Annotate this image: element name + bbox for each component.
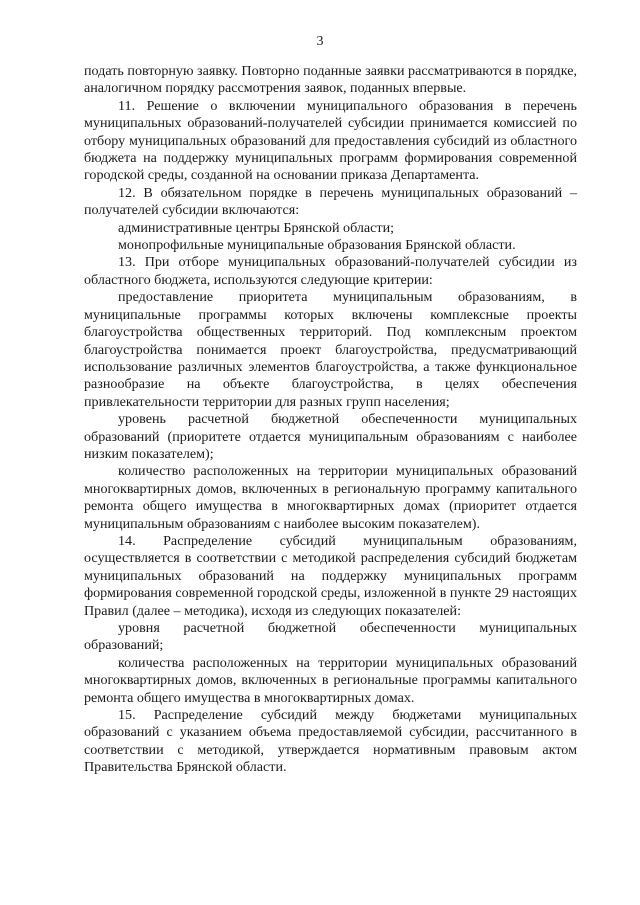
paragraph-12: 12. В обязательном порядке в перечень муниципальных образований – получателей субсидии включаются: (84, 184, 577, 219)
criterion-budget-level: уровень расчетной бюджетной обеспеченности муниципальных образований (приоритете отдается муниципальным образованиям с наиболее низким показателем); (84, 411, 577, 462)
list-item-administrative-centers: административные центры Брянской области; (118, 219, 395, 236)
indicator-apartment-buildings: количества расположенных на территории муниципальных образований многоквартирных домов, включенных в региональные программы капитального ремонта общего имущества в многоквартирных домах. (84, 654, 577, 706)
criterion-priority: предоставление приоритета муниципальным образованиям, в муниципальные программы которых включены комплексные проекты благоустройства общественных территорий. Под комплексным проектом благоустройства понимается проект благоустройства, предусматривающий использование различных элементов благоустройства, а также функциональное разнообразие на объекте благоустройства, в целях обеспечения привлекательности территории для разных групп населения; (84, 289, 577, 410)
paragraph-11: 11. Решение о включении муниципального образования в перечень муниципальных образований-получателей субсидии принимается комиссией по отбору муниципальных образований для предоставления субсидий из областного бюджета на поддержку муниципальных программ формирования современной городской среды, созданной на основании приказа Департамента. (84, 97, 577, 184)
list-item-monoprofile: монопрофильные муниципальные образования Брянской области. (118, 237, 516, 254)
page-number: 3 (316, 34, 324, 49)
paragraph-15: 15. Распределение субсидий между бюджетами муниципальных образований с указанием объема предоставляемой субсидии, рассчитанного в соответствии с методикой, утверждается нормативным правовым актом Правительства Брянской области. (84, 707, 577, 776)
paragraph-continuation: подать повторную заявку. Повторно поданные заявки рассматриваются в порядке, аналогичном порядку рассмотрения заявок, поданных впервые. (84, 63, 577, 97)
paragraph-14: 14. Распределение субсидий муниципальным образованиям, осуществляется в соответствии с методикой распределения субсидий бюджетам муниципальных образований на поддержку муниципальных программ формирования современной городской среды, изложенной в пункте 29 настоящих Правил (далее – методика), исходя из следующих показателей: (84, 532, 578, 619)
paragraph-13: 13. При отборе муниципальных образований-получателей субсидии из областного бюджета, используются следующие критерии: (84, 254, 577, 288)
indicator-budget-level: уровня расчетной бюджетной обеспеченности муниципальных образований; (84, 620, 577, 654)
criterion-apartment-buildings: количество расположенных на территории муниципальных образований многоквартирных домов, включенных в региональную программу капитального ремонта общего имущества в многоквартирных домах (приоритет отдается муниципальным образованиям с наиболее высоким показателем). (84, 463, 577, 532)
body-text (84, 63, 577, 777)
